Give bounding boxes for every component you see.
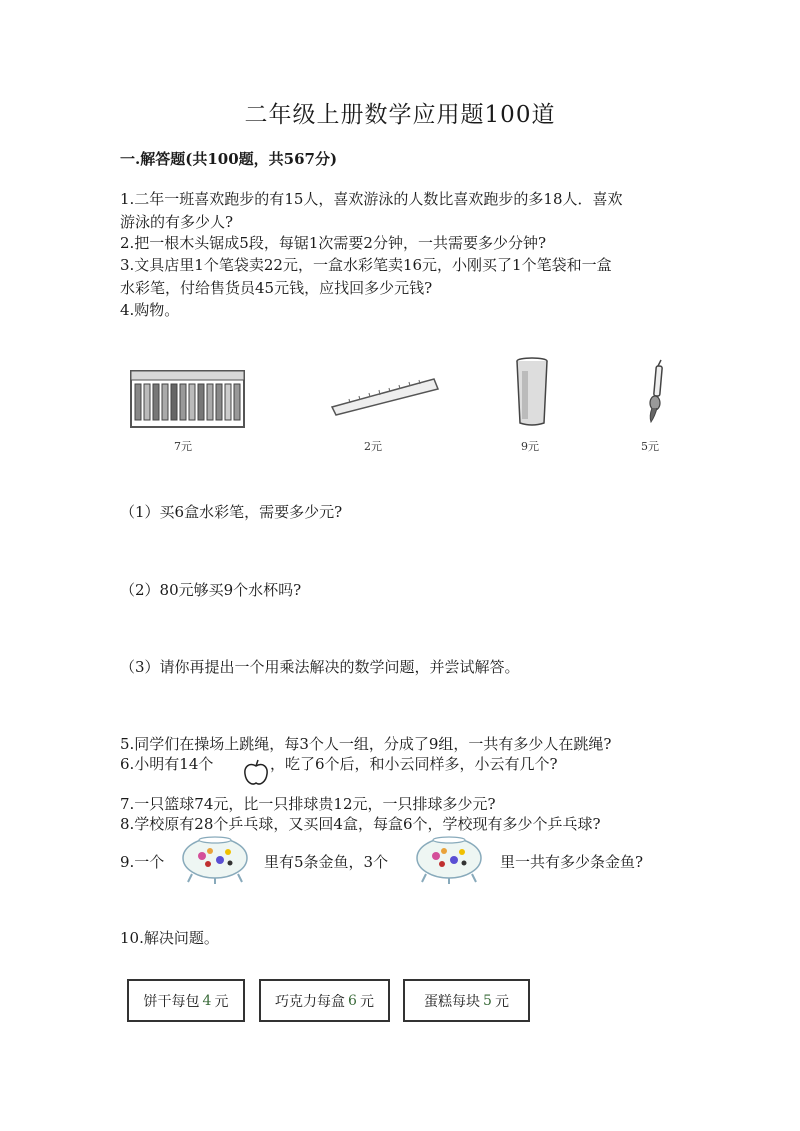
price-box-biscuits bbox=[127, 979, 245, 1022]
water-cup-icon bbox=[515, 357, 549, 427]
price-box-cake bbox=[403, 979, 530, 1022]
ruler-price: 2元 bbox=[364, 440, 382, 453]
question-3-line-1: 3.文具店里1个笔袋卖22元，一盒水彩笔卖16元，小刚买了1个笔袋和一盒 bbox=[120, 256, 612, 274]
question-4: 4.购物。 bbox=[120, 301, 180, 319]
question-7: 7.一只篮球74元，比一只排球贵12元，一只排球多少元? bbox=[120, 795, 496, 813]
question-2: 2.把一根木头锯成5段，每锯1次需要2分钟，一共需要多少分钟? bbox=[120, 234, 546, 252]
price-box-chocolate bbox=[259, 979, 390, 1022]
question-4-sub-3: （3）请你再提出一个用乘法解决的数学问题，并尝试解答。 bbox=[120, 658, 520, 676]
question-6-part-2: ，吃了6个后，和小云同样多，小云有几个? bbox=[270, 755, 558, 773]
price-box-label: 巧克力每盒 bbox=[275, 993, 346, 1010]
question-8: 8.学校原有28个乒乓球，又买回4盒，每盒6个，学校现有多少个乒乓球? bbox=[120, 815, 601, 833]
brush-price: 5元 bbox=[641, 440, 659, 453]
question-3-line-2: 水彩笔，付给售货员45元钱，应找回多少元钱? bbox=[120, 279, 433, 297]
ruler-icon bbox=[330, 377, 440, 417]
cup-price: 9元 bbox=[521, 440, 539, 453]
question-5: 5.同学们在操场上跳绳，每3个人一组，分成了9组，一共有多少人在跳绳? bbox=[120, 735, 612, 753]
price-box-unit: 元 bbox=[494, 993, 509, 1010]
section-heading: 一.解答题(共100题，共567分) bbox=[120, 150, 338, 168]
price-box-unit: 元 bbox=[214, 993, 229, 1010]
price-box-label: 饼干每包 bbox=[143, 993, 200, 1010]
fish-bowl-icon bbox=[180, 836, 250, 888]
price-box-value: 6 bbox=[348, 992, 357, 1009]
watercolor-pens-icon bbox=[130, 370, 245, 430]
question-9-part-3: 里一共有多少条金鱼? bbox=[500, 853, 644, 871]
page-title: 二年级上册数学应用题100道 bbox=[244, 102, 556, 128]
apple-icon bbox=[243, 759, 269, 787]
price-box-value: 4 bbox=[202, 992, 212, 1009]
price-box-unit: 元 bbox=[359, 993, 374, 1010]
brush-icon bbox=[643, 358, 667, 428]
pens-price: 7元 bbox=[174, 440, 192, 453]
question-1-line-2: 游泳的有多少人? bbox=[120, 213, 234, 231]
question-1-line-1: 1.二年一班喜欢跑步的有15人，喜欢游泳的人数比喜欢跑步的多18人．喜欢 bbox=[120, 190, 623, 208]
question-6-part-1: 6.小明有14个 bbox=[120, 755, 214, 773]
fish-bowl-icon bbox=[414, 836, 484, 888]
question-4-sub-1: （1）买6盒水彩笔，需要多少元? bbox=[120, 503, 343, 521]
price-box-value: 5 bbox=[483, 992, 492, 1009]
price-box-label: 蛋糕每块 bbox=[424, 993, 481, 1010]
question-9-part-2: 里有5条金鱼，3个 bbox=[264, 853, 389, 871]
question-10: 10.解决问题。 bbox=[120, 929, 219, 947]
question-9-part-1: 9.一个 bbox=[120, 853, 165, 871]
question-4-sub-2: （2）80元够买9个水杯吗? bbox=[120, 581, 302, 599]
